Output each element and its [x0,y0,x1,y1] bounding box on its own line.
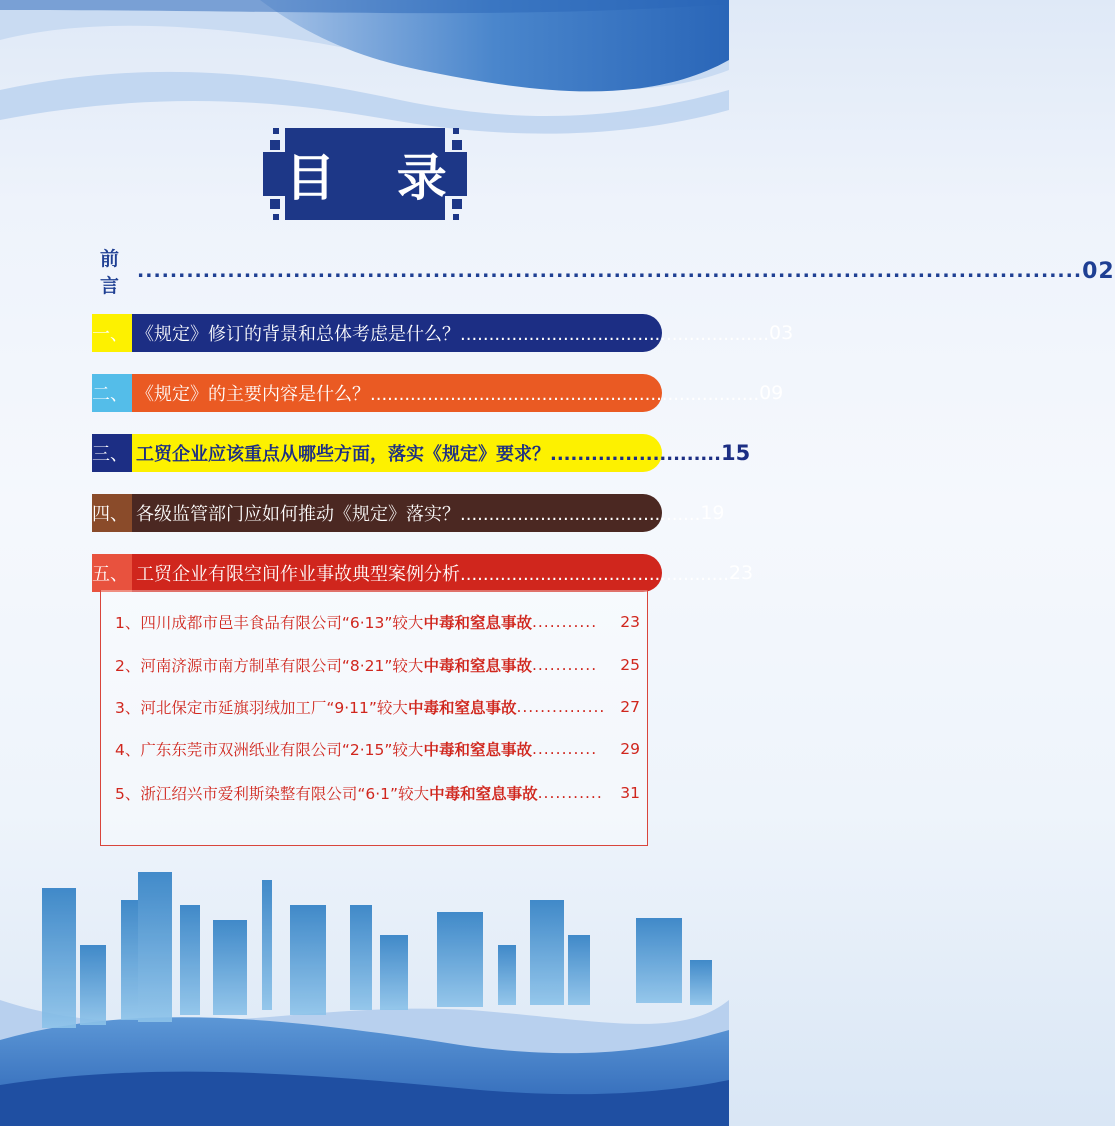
case-item-2[interactable] [115,652,640,678]
title-block [261,128,471,220]
case-3-bold: 中毒和窒息事故 [407,699,517,717]
case-item-1[interactable] [115,609,640,635]
preface-label: 前 言 [100,248,138,297]
case-4-dots: ........... [531,740,598,758]
case-item-5[interactable] [115,780,640,806]
section-5-title: 工贸企业有限空间作业事故典型案例分析............................................... [136,564,729,585]
section-3-title: 工贸企业应该重点从哪些方面，落实《规定》要求？......................... [136,444,721,465]
preface-dots: ................................................................................................................... [137,260,1083,282]
case-2-page: 25 [620,656,640,674]
case-2-text: 2、河南济源市南方制革有限公司“8·21”较大 [115,657,424,675]
section-5-page: 23 [728,562,754,584]
case-4-page: 29 [620,740,640,758]
case-3-page: 27 [620,698,640,716]
toc-section-5[interactable] [92,554,754,592]
case-1-bold: 中毒和窒息事故 [423,614,532,632]
case-5-text: 5、浙江绍兴市爱利斯染整有限公司“6·1”较大 [115,785,430,803]
section-2-title: 《规定》的主要内容是什么？.................................................................... [136,384,760,405]
case-5-page: 31 [620,784,640,802]
toc-section-3[interactable] [92,434,751,472]
section-3-number: 三、 [92,434,132,472]
section-2-number: 二、 [92,374,132,412]
section-1-page: 03 [768,322,794,344]
section-1-number: 一、 [92,314,132,352]
case-5-bold: 中毒和窒息事故 [429,785,538,803]
case-1-page: 23 [620,613,640,631]
section-1-title: 《规定》修订的背景和总体考虑是什么？...................................................... [136,324,769,345]
toc-section-2[interactable] [92,374,784,412]
section-4-page: 19 [700,502,725,524]
toc-preface[interactable] [100,248,1115,297]
case-item-3[interactable] [115,694,640,720]
case-4-text: 4、广东东莞市双洲纸业有限公司“2·15”较大 [115,741,424,759]
case-2-dots: ........... [531,656,598,674]
section-2-page: 09 [759,382,784,404]
toc-section-1[interactable] [92,314,794,352]
section-4-number: 四、 [92,494,132,532]
section-5-number: 五、 [92,554,132,592]
preface-page: 02 [1082,258,1115,284]
case-1-text: 1、四川成都市邑丰食品有限公司“6·13”较大 [115,614,424,632]
case-3-dots: ............... [516,698,606,716]
section-4-title: 各级监管部门应如何推动《规定》落实？.......................................... [136,504,701,525]
toc-section-4[interactable] [92,494,725,532]
case-2-bold: 中毒和窒息事故 [423,657,532,675]
case-5-dots: ........... [537,784,603,802]
case-3-text: 3、河北保定市延旗羽绒加工厂“9·11”较大 [115,699,408,717]
section-3-page: 15 [720,441,751,465]
page-title: 目 录 [285,149,469,207]
case-1-dots: ........... [531,613,598,631]
case-4-bold: 中毒和窒息事故 [423,741,532,759]
case-item-4[interactable] [115,736,640,762]
